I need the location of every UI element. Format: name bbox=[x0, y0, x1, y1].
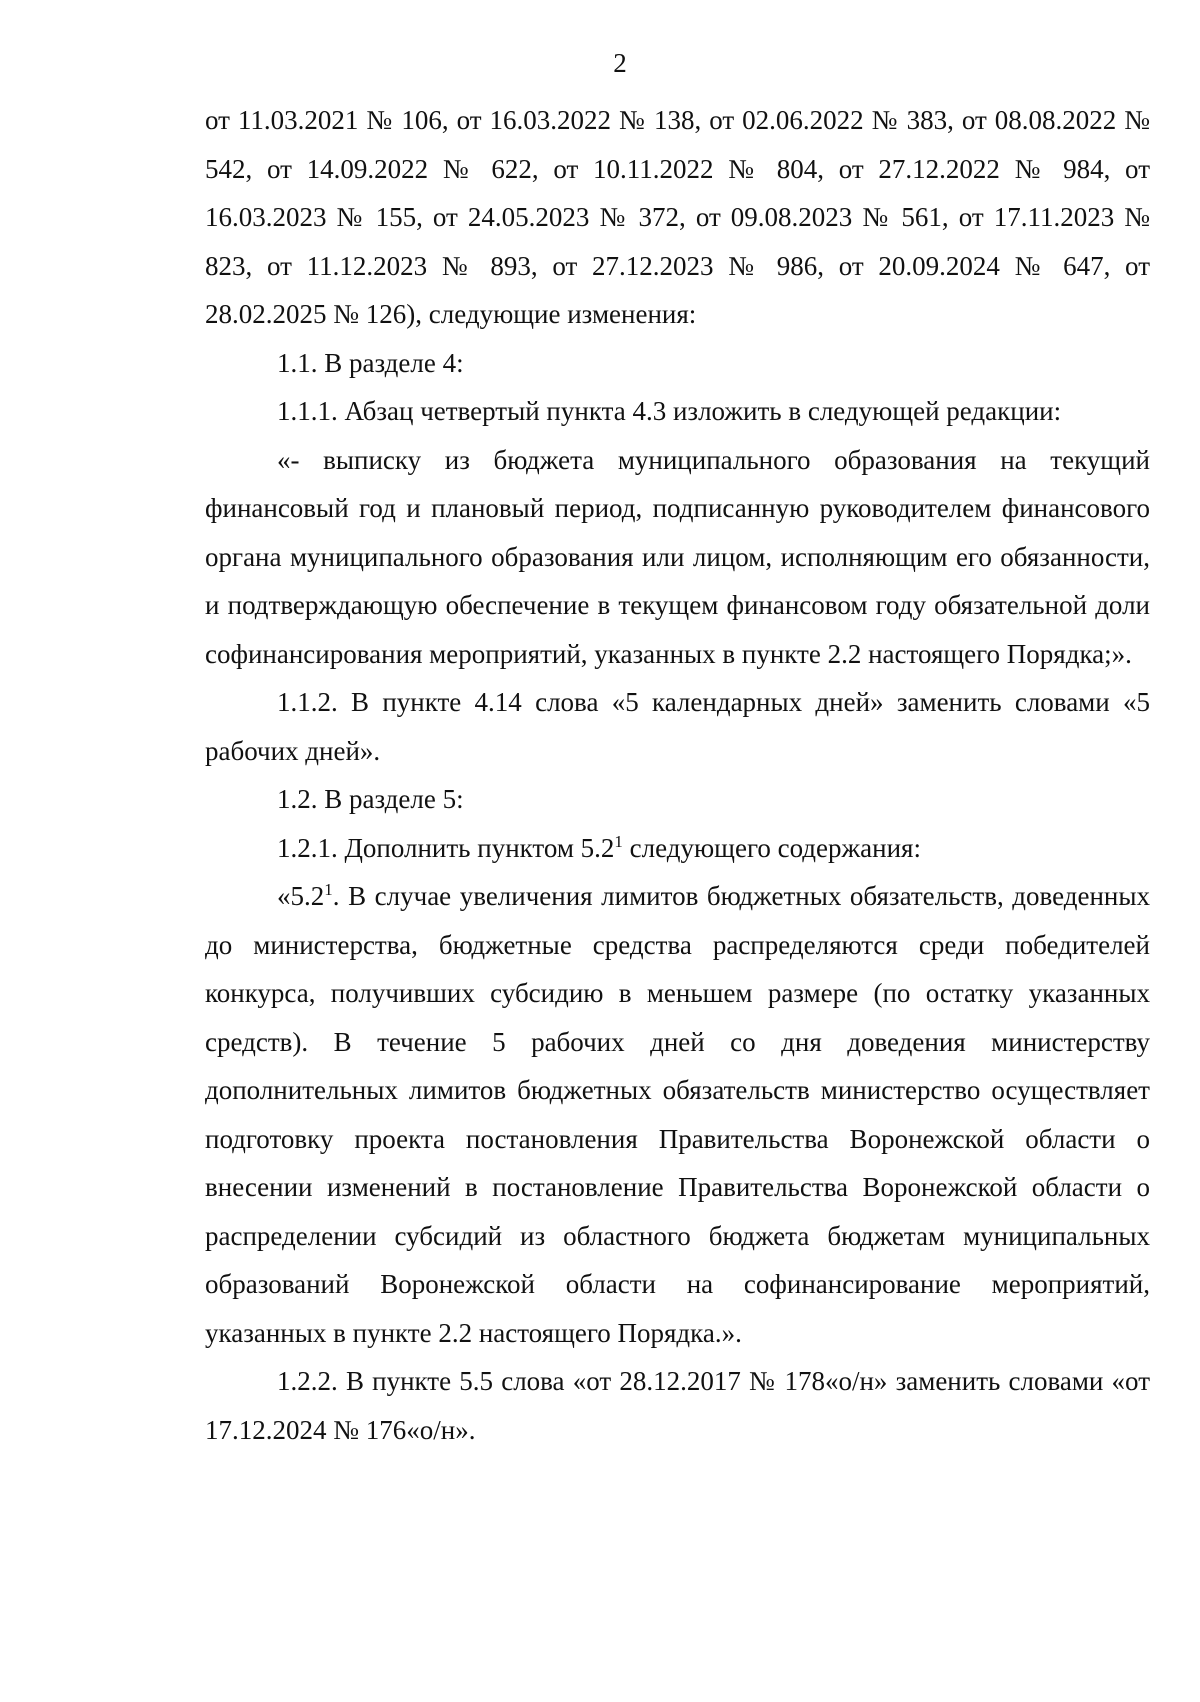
document-body bbox=[205, 96, 1150, 1454]
paragraph-1-2-1 bbox=[205, 824, 1150, 873]
superscript: 1 bbox=[614, 831, 623, 851]
paragraph-1-1-2: 1.1.2. В пункте 4.14 слова «5 календарных дней» заменить словами «5 рабочих дней». bbox=[205, 687, 1150, 766]
paragraph-1-1: 1.1. В разделе 4: bbox=[277, 347, 464, 378]
quote-5-2-1-start: «5.2 bbox=[277, 881, 325, 911]
page-number: 2 bbox=[613, 48, 627, 78]
paragraph-quote-5-2-1 bbox=[205, 872, 1150, 1357]
paragraph-1-1-1: 1.1.1. Абзац четвертый пункта 4.3 изложить в следующей редакции: bbox=[277, 396, 1062, 426]
paragraph-quote-4-3: «- выписку из бюджета муниципального образования на текущий финансовый год и плановый период, подписанную руководителем финансового органа муниципального образования или лицом, исполняющим его обязанности, и подтверждающую обеспечение в текущем финансовом году обязательной доли софинансирования мероприятий, указанных в пункте 2.2 настоящего Порядка;». bbox=[205, 444, 1150, 669]
quote-5-2-1-text: . В случае увеличения лимитов бюджетных обязательств, доведенных до министерства, бюджетные средства распределяются среди победителей конкурса, получивших субсидию в меньшем размере (по остатку указанных средств). В течение 5 рабочих дней со дня доведения министерству дополнительных лимитов бюджетных обязательств министерство осуществляет подготовку проекта постановления Правительства Воронежской области о внесении изменений в постановление Правительства Воронежской области о распределении субсидий из областного бюджета бюджетам муниципальных образований Воронежской области на софинансирование мероприятий, указанных в пункте 2.2 настоящего Порядка.». bbox=[205, 881, 1150, 1348]
paragraph-1-2-1-text: 1.2.1. Дополнить пунктом 5.2 bbox=[277, 832, 615, 863]
paragraph-1-2-2: 1.2.2. В пункте 5.5 слова «от 28.12.2017 № 178«о/н» заменить словами «от 17.12.2024 № 176«о/н». bbox=[205, 1366, 1150, 1445]
paragraph-1-2-1-rest: следующего содержания: bbox=[622, 832, 921, 863]
paragraph-amendment-list: от 11.03.2021 № 106, от 16.03.2022 № 138, от 02.06.2022 № 383, от 08.08.2022 № 542, от 14.09.2022 № 622, от 10.11.2022 № 804, от 27.12.2022 № 984, от 16.03.2023 № 155, от 24.05.2023 № 372, от 09.08.2023 № 561, от 17.11.2023 № 823, от 11.12.2023 № 893, от 27.12.2023 № 986, от 20.09.2024 № 647, от 28.02.2025 № 126), следующие изменения: bbox=[205, 105, 1150, 329]
paragraph-1-2: 1.2. В разделе 5: bbox=[277, 784, 464, 814]
superscript: 1 bbox=[324, 880, 333, 899]
